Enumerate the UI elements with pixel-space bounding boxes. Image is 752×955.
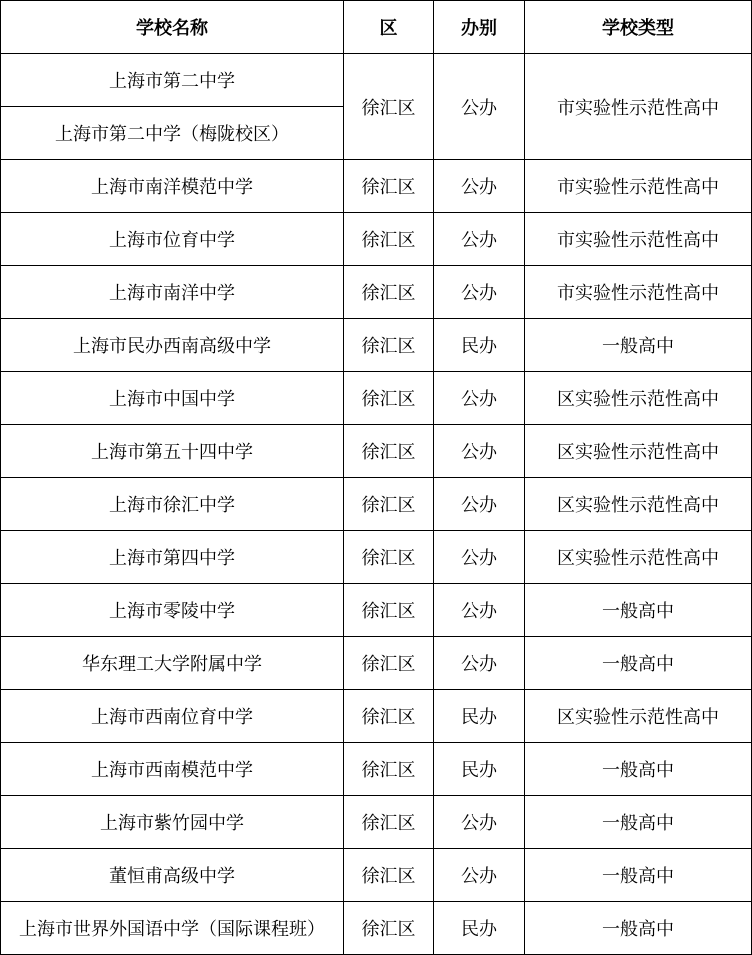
district-cell: 徐汇区 [344,266,434,319]
table-row [1,849,752,902]
school-type-cell: 一般高中 [525,849,752,902]
ownership-cell: 公办 [434,478,525,531]
table-row [1,690,752,743]
school-name-cell: 上海市第五十四中学 [1,425,344,478]
district-cell: 徐汇区 [344,160,434,213]
table-row [1,743,752,796]
school-name-cell: 上海市位育中学 [1,213,344,266]
district-cell: 徐汇区 [344,743,434,796]
table-row [1,478,752,531]
district-cell: 徐汇区 [344,213,434,266]
school-name-cell: 上海市中国中学 [1,372,344,425]
header-school-type: 学校类型 [525,1,752,54]
header-school-name: 学校名称 [1,1,344,54]
ownership-cell: 公办 [434,213,525,266]
ownership-cell: 公办 [434,849,525,902]
school-type-cell: 一般高中 [525,796,752,849]
school-name-cell: 上海市西南位育中学 [1,690,344,743]
school-type-cell: 一般高中 [525,319,752,372]
table-row [1,425,752,478]
district-cell: 徐汇区 [344,637,434,690]
table-row [1,637,752,690]
table-row [1,796,752,849]
header-row [1,1,752,54]
ownership-cell: 公办 [434,372,525,425]
header-district: 区 [344,1,434,54]
ownership-cell: 公办 [434,54,525,160]
school-type-cell: 市实验性示范性高中 [525,54,752,160]
ownership-cell: 民办 [434,902,525,955]
school-type-cell: 市实验性示范性高中 [525,266,752,319]
ownership-cell: 民办 [434,690,525,743]
school-name-cell: 华东理工大学附属中学 [1,637,344,690]
district-cell: 徐汇区 [344,531,434,584]
school-type-cell: 市实验性示范性高中 [525,213,752,266]
school-name-cell: 上海市第二中学（梅陇校区） [1,107,344,160]
district-cell: 徐汇区 [344,796,434,849]
district-cell: 徐汇区 [344,425,434,478]
table-row [1,319,752,372]
school-name-cell: 上海市南洋模范中学 [1,160,344,213]
district-cell: 徐汇区 [344,372,434,425]
school-name-cell: 上海市西南模范中学 [1,743,344,796]
school-name-cell: 上海市民办西南高级中学 [1,319,344,372]
school-type-cell: 区实验性示范性高中 [525,478,752,531]
school-type-cell: 区实验性示范性高中 [525,372,752,425]
school-name-cell: 上海市第四中学 [1,531,344,584]
ownership-cell: 公办 [434,584,525,637]
table-row [1,160,752,213]
school-type-cell: 市实验性示范性高中 [525,160,752,213]
school-name-cell: 上海市第二中学 [1,54,344,107]
school-name-cell: 上海市世界外国语中学（国际课程班） [1,902,344,955]
district-cell: 徐汇区 [344,478,434,531]
school-type-cell: 一般高中 [525,584,752,637]
school-type-cell: 一般高中 [525,902,752,955]
school-type-cell: 区实验性示范性高中 [525,425,752,478]
district-cell: 徐汇区 [344,849,434,902]
table-row [1,54,752,107]
school-name-cell: 上海市徐汇中学 [1,478,344,531]
school-name-cell: 上海市零陵中学 [1,584,344,637]
district-cell: 徐汇区 [344,584,434,637]
school-name-cell: 董恒甫高级中学 [1,849,344,902]
ownership-cell: 公办 [434,531,525,584]
school-type-cell: 区实验性示范性高中 [525,690,752,743]
school-name-cell: 上海市紫竹园中学 [1,796,344,849]
ownership-cell: 公办 [434,160,525,213]
district-cell: 徐汇区 [344,690,434,743]
table-row [1,372,752,425]
table-row [1,531,752,584]
ownership-cell: 民办 [434,743,525,796]
table-row [1,902,752,955]
school-type-cell: 一般高中 [525,637,752,690]
school-type-cell: 一般高中 [525,743,752,796]
district-cell: 徐汇区 [344,902,434,955]
table-row [1,266,752,319]
table-row [1,584,752,637]
header-ownership: 办别 [434,1,525,54]
school-type-cell: 区实验性示范性高中 [525,531,752,584]
ownership-cell: 公办 [434,425,525,478]
ownership-cell: 民办 [434,319,525,372]
ownership-cell: 公办 [434,796,525,849]
district-cell: 徐汇区 [344,319,434,372]
district-cell: 徐汇区 [344,54,434,160]
school-name-cell: 上海市南洋中学 [1,266,344,319]
table-row [1,213,752,266]
ownership-cell: 公办 [434,637,525,690]
ownership-cell: 公办 [434,266,525,319]
